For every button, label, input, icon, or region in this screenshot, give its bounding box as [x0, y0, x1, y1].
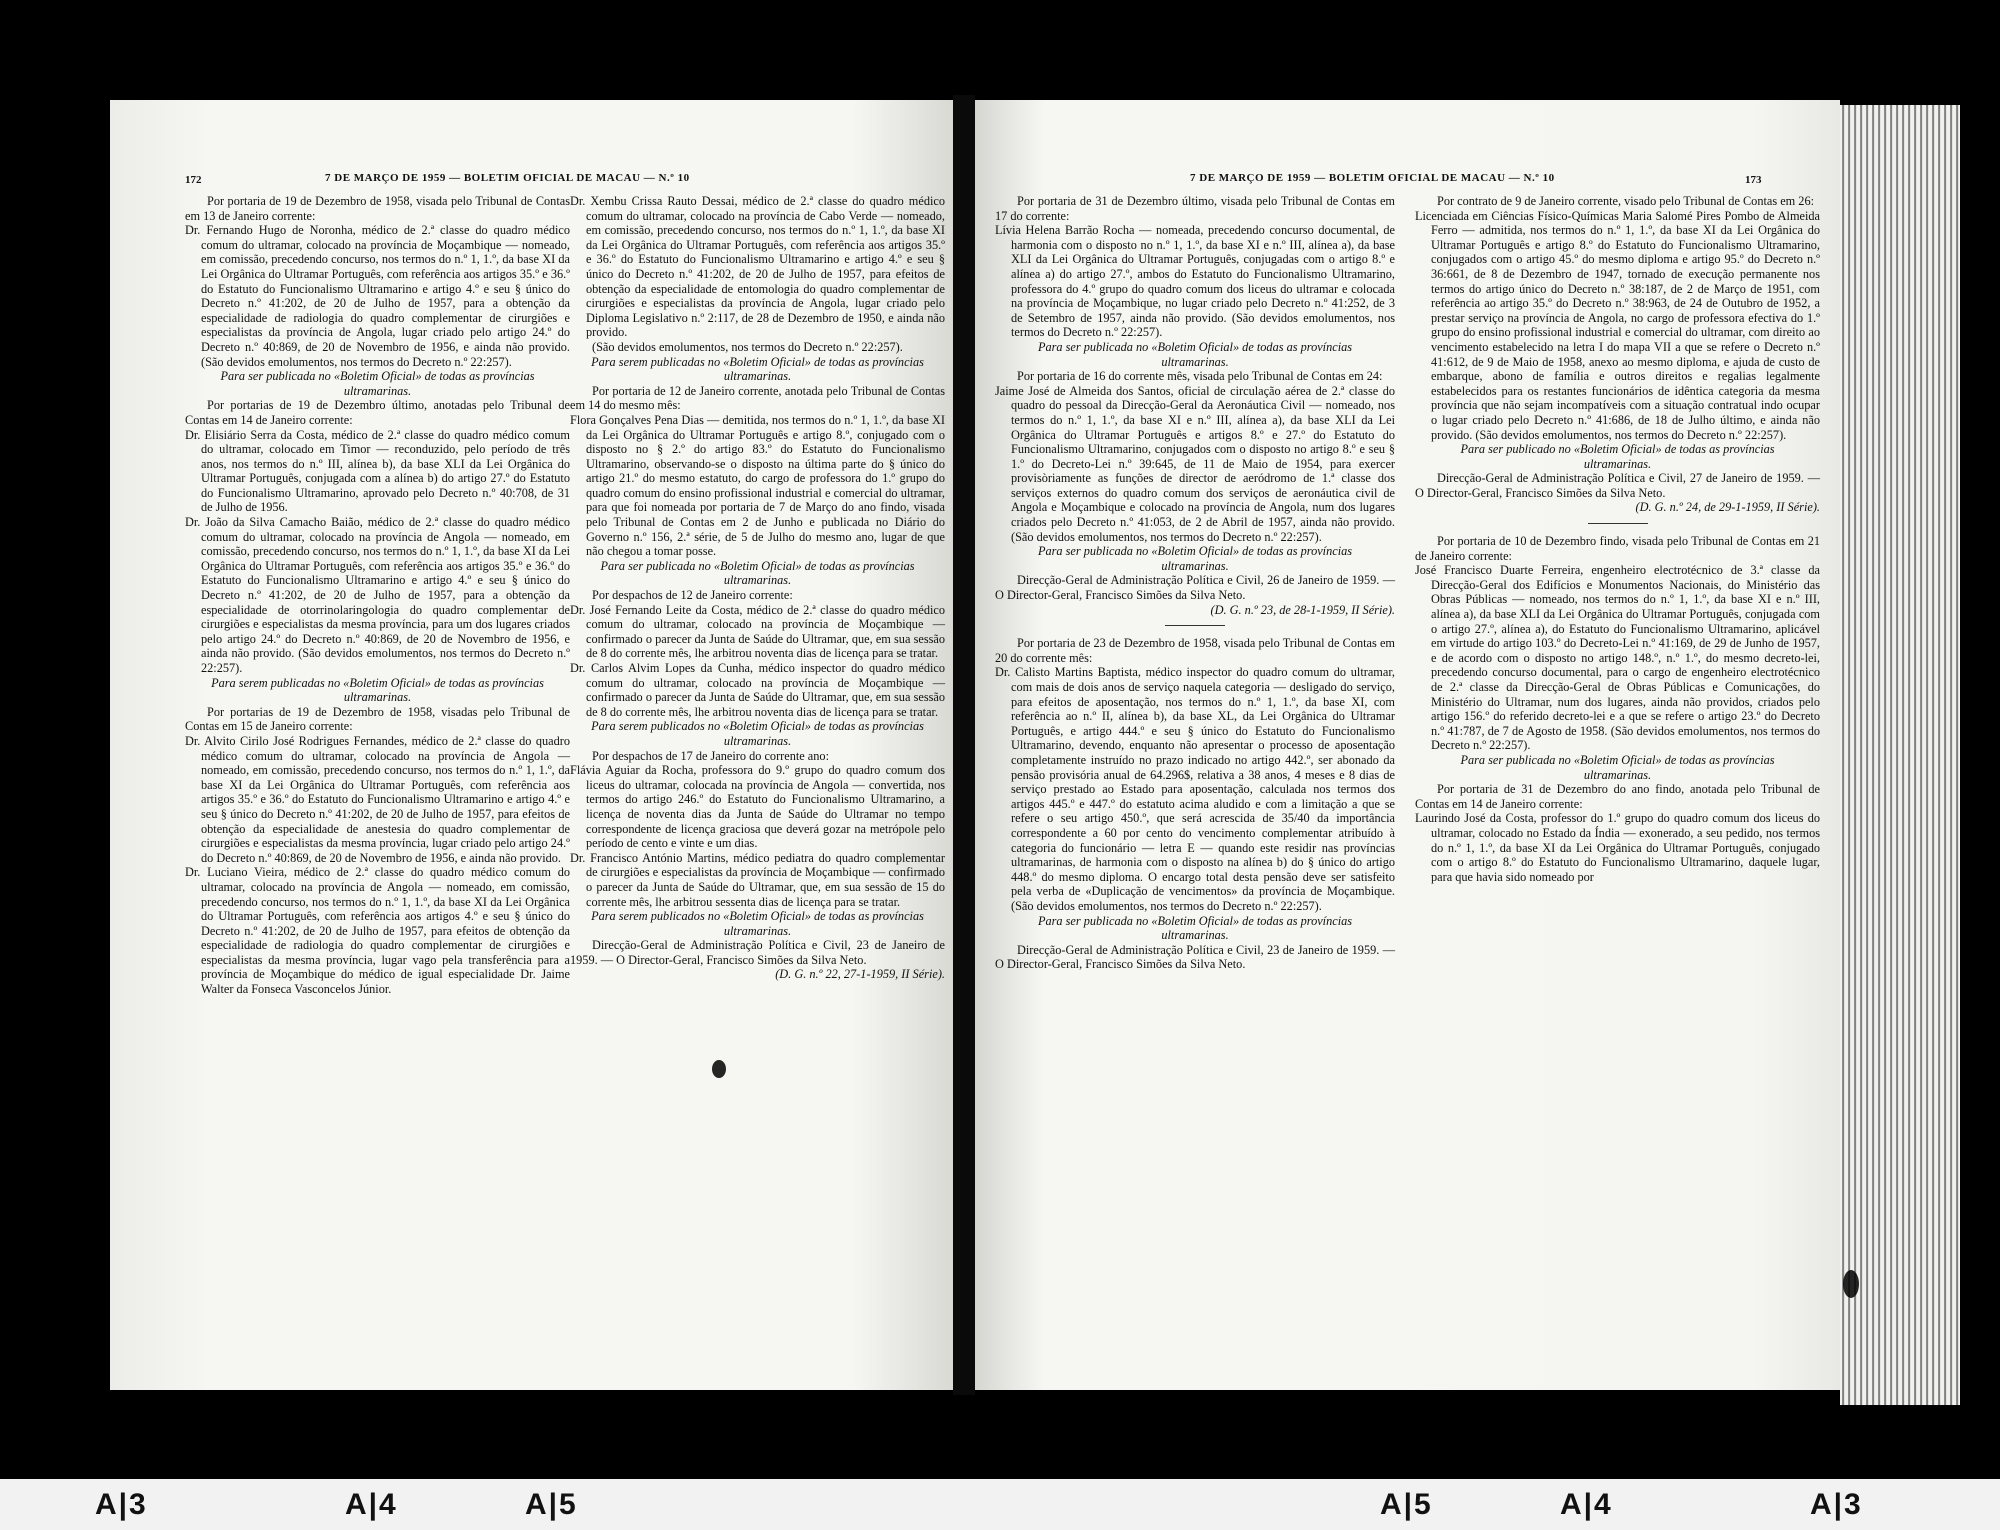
- left-column-2: [570, 194, 945, 982]
- right-column-2: [1415, 194, 1820, 884]
- book-page-edges: [1840, 105, 1960, 1405]
- publication-note: Para serem publicadas no «Boletim Oficial» de todas as províncias ultramarinas.: [591, 354, 924, 384]
- paragraph: (São devidos emolumentos, nos termos do Decreto n.º 22:257).: [592, 339, 903, 354]
- paragraph: Direcção-Geral de Administração Política e Civil, 23 de Janeiro de 1959. — O Director-Geral, Francisco Simões da Silva Neto.: [995, 942, 1395, 972]
- publication-note: Para ser publicada no «Boletim Oficial» de todas as províncias ultramarinas.: [1037, 339, 1353, 369]
- left-page: [110, 100, 959, 1390]
- paragraph: Dr. Fernando Hugo de Noronha, médico de 2.ª classe do quadro médico comum do ultramar, colocado na província de Moçambique — nomeado, em comissão, precedendo concurso, nos termos do n.º 1, 1.º, da base XI da Lei Orgânica do Ultramar Português, com referência aos artigos 35.º e 36.º do Estatuto do Funcionalismo Ultramarino e artigo 4.º e seu § único do Decreto n.º 41:202, de 20 de Julho de 1957, para a obtenção da especialidade de radiologia do quadro complementar de cirurgiões e especialistas da província de Angola, lugar criado pelo artigo 24.º do Decreto n.º 40:869, de 20 de Novembro de 1956, e ainda não provido. (São devidos emolumentos, nos termos do Decreto n.º 22:257).: [185, 223, 570, 369]
- paragraph: Por portaria de 16 do corrente mês, visada pelo Tribunal de Contas em 24:: [1017, 369, 1383, 384]
- publication-note: Para ser publicada no «Boletim Oficial» de todas as províncias ultramarinas.: [220, 369, 535, 398]
- paragraph: Dr. Francisco António Martins, médico pediatra do quadro complementar de cirurgiões e especialistas da província de Moçambique — confirmado o parecer da Junta de Saúde do Ultramar, que, em sua sessão de 15 do corrente mês, lhe arbitrou sessenta dias de licença para se tratar.: [570, 850, 945, 909]
- running-head: 7 DE MARÇO DE 1959 — BOLETIM OFICIAL DE MACAU — N.º 10: [1190, 172, 1555, 184]
- paragraph: Direcção-Geral de Administração Política e Civil, 26 de Janeiro de 1959. — O Director-Geral, Francisco Simões da Silva Neto.: [995, 573, 1395, 603]
- paragraph: Dr. João da Silva Camacho Baião, médico de 2.ª classe do quadro médico comum do ultramar, colocado na província de Angola — nomeado, em comissão, precedendo concurso, nos termos do n.º 1, 1.º, da base XI da Lei Orgânica do Ultramar Português, com referência aos artigos 35.º e 36.º do Estatuto do Funcionalismo Ultramarino e artigo 4.º e seu § único do Decreto n.º 41:202, de 20 de Julho de 1957, para a obtenção da especialidade de otorrinolaringologia do quadro complementar de cirurgiões e especialistas da mesma província, para um dos lugares criados pelo artigo 24.º do Decreto n.º 40:869, de 20 de Novembro de 1956, e ainda não provido. (São devidos emolumentos, nos termos do Decreto n.º 22:257).: [185, 515, 570, 675]
- page-number: 172: [185, 174, 202, 186]
- publication-note: Para ser publicado no «Boletim Oficial» de todas as províncias ultramarinas.: [1460, 442, 1775, 471]
- paragraph: Licenciada em Ciências Físico-Químicas Maria Salomé Pires Pombo de Almeida Ferro — admitida, nos termos do n.º 1, 1.º, da base XI da Lei Orgânica do Ultramar Português e artigo 8.º do Estatuto do Funcionalismo Ultramarino, conjugados com o artigo 45.º do mesmo diploma e artigo 95.º do Decreto n.º 36:661, de 8 de Dezembro de 1947, tornado de execução permanente nos termos do artigo único do Decreto n.º 38:187, de 2 de Março de 1951, com referência ao artigo 35.º do Decreto n.º 38:963, de 24 de Outubro de 1952, a prestar serviço na província de Angola, no cargo de professora efectiva do 1.º grupo do ensino profissional industrial e comercial do ultramar, com direito ao vencimento estabelecido na letra I do mapa VII a que se refere o Decreto n.º 41:612, de 9 de Maio de 1958, anexo ao mesmo diploma, e ajuda de custo de embarque, abono de família e outros direitos e regalias legalmente estabelecidos para os restantes funcionários de idêntica categoria da mesma província que não sejam incompatíveis com a situação contratual indo ocupar o lugar criado pelo Decreto n.º 41:686, de 18 de Julho último, e ainda não provido. (São devidos emolumentos, nos termos do Decreto n.º 22:257).: [1415, 208, 1820, 442]
- paragraph: Por portarias de 19 de Dezembro último, anotadas pelo Tribunal de Contas em 14 de Janeiro corrente:: [185, 398, 570, 427]
- left-column-1: [185, 194, 570, 997]
- paragraph: Lívia Helena Barrão Rocha — nomeada, precedendo concurso documental, de harmonia com o disposto no n.º 1, 1.º, da base XI e n.º III, alínea a), da base XLI da Lei Orgânica do Ultramar Português, conjugadas com o artigo 8.º e alínea a) do artigo 27.º, ambos do Estatuto do Funcionalismo Ultramarino, professora do 4.º grupo do quadro comum dos liceus do ultramar e colocada na província de Moçambique, no lugar criado pelo Decreto n.º 41:252, de 3 de Setembro de 1957, ainda não provido. (São devidos emolumentos, nos termos do Decreto n.º 22:257).: [995, 223, 1395, 340]
- paragraph: Dr. Alvito Cirilo José Rodrigues Fernandes, médico de 2.ª classe do quadro médico comum do ultramar, colocado na província de Angola — nomeado, em comissão, precedendo concurso, nos termos do n.º 1, 1.º, da base XI da Lei Orgânica do Ultramar Português, com referência aos artigos 35.º e 36.º do Estatuto do Funcionalismo Ultramarino e artigo 4.º e seu § único do Decreto n.º 41:202, de 20 de Julho de 1957, para efeitos de obtenção da especialidade de anestesia do quadro complementar de cirurgiões e especialistas da mesma província, lugar criado pelo artigo 24.º do Decreto n.º 40:869, de 20 de Novembro de 1956, e ainda não provido.: [185, 733, 570, 865]
- paragraph: Por portaria de 31 de Dezembro último, visada pelo Tribunal de Contas em 17 do corrente:: [995, 194, 1395, 223]
- paragraph: Dr. José Fernando Leite da Costa, médico de 2.ª classe do quadro médico comum do ultramar, colocado na província de Moçambique — confirmado o parecer da Junta de Saúde do Ultramar, que, em sua sessão de 8 do corrente mês, lhe arbitrou noventa dias de licença para se tratar.: [570, 602, 945, 661]
- ink-blot: [712, 1060, 726, 1078]
- film-frame-mark: A|3: [1810, 1488, 1863, 1521]
- paragraph: Por portaria de 12 de Janeiro corrente, anotada pelo Tribunal de Contas em 14 do mesmo mês:: [570, 383, 945, 413]
- page-number: 173: [1745, 174, 1762, 186]
- paragraph: Dr. Carlos Alvim Lopes da Cunha, médico inspector do quadro médico comum do ultramar, colocado na província de Moçambique — confirmado o parecer da Junta de Saúde do Ultramar, que, em sua sessão de 8 do corrente mês, lhe arbitrou noventa dias de licença para se tratar.: [570, 661, 945, 719]
- publication-note: Para serem publicados no «Boletim Oficial» de todas as províncias ultramarinas.: [591, 909, 924, 938]
- publication-note: Para serem publicados no «Boletim Oficial» de todas as províncias ultramarinas.: [591, 719, 924, 748]
- gazette-reference: (D. G. n.º 24, de 29-1-1959, II Série).: [1635, 500, 1820, 515]
- paragraph: Jaime José de Almeida dos Santos, oficial de circulação aérea de 2.ª classe do quadro do pessoal da Direcção-Geral da Aeronáutica Civil — nomeado, nos termos do n.º 1, 1.º, da base XI e n.º III, alínea a), da base XLI da Lei Orgânica do Ultramar Português e artigos 8.º e 27.º do Estatuto do Funcionalismo Ultramarino, conjugados com o disposto no artigo 8.º e seu § 1.º do Decreto-Lei n.º 39:645, de 11 de Maio de 1954, para exercer provisòriamente as funções de director de aeródromo de 1.ª classe dos serviços externos do quadro comum dos serviços de aeronáutica civil de Angola e Moçambique e colocado na província de Angola, num dos lugares criados pelo Decreto n.º 41:053, de 2 de Abril de 1957, ainda não provido. (São devidos emolumentos, nos termos do Decreto n.º 22:257).: [995, 383, 1395, 544]
- paragraph: Flávia Aguiar da Rocha, professora do 9.º grupo do quadro comum dos liceus do ultramar, colocada na província de Angola — convertida, nos termos do artigo 246.º do Estatuto do Funcionalismo Ultramarino, a licença de noventa dias da Junta de Saúde do Ultramar no tempo correspondente de licença graciosa que deverá gozar na metrópole pelo período de cento e vinte e um dias.: [570, 763, 945, 851]
- film-frame-mark: A|5: [525, 1488, 578, 1521]
- film-border-bottom: [0, 1476, 2000, 1530]
- paragraph: Por portarias de 19 de Dezembro de 1958, visadas pelo Tribunal de Contas em 15 de Janeiro corrente:: [185, 704, 570, 734]
- paragraph: Por despachos de 12 de Janeiro corrente:: [592, 588, 793, 603]
- paragraph: Por despachos de 17 de Janeiro do corrente ano:: [592, 748, 829, 763]
- film-frame-mark: A|4: [1560, 1488, 1613, 1521]
- gazette-reference: (D. G. n.º 22, 27-1-1959, II Série).: [775, 967, 945, 982]
- right-column-1: [995, 194, 1395, 972]
- publication-note: Para ser publicada no «Boletim Oficial» de todas as províncias ultramarinas.: [1460, 752, 1775, 782]
- running-head: 7 DE MARÇO DE 1959 — BOLETIM OFICIAL DE MACAU — N.º 10: [325, 172, 690, 184]
- paragraph: Dr. Xembu Crissa Rauto Dessai, médico de 2.ª classe do quadro médico comum do ultramar, colocado na província de Cabo Verde — nomeado, em comissão, precedendo concurso, nos termos do n.º 1, 1.º, da base XI da Lei Orgânica do Ultramar Português, com referência aos artigos 35.º e 36.º do Estatuto do Funcionalismo Ultramarino e artigo 4.º e seu § único do Decreto n.º 41:202, de 20 de Julho de 1957, para efeitos de obtenção da especialidade de entomologia do quadro complementar de cirurgiões e especialistas da província de Angola, lugar criado pelo Diploma Legislativo n.º 2:117, de 28 de Dezembro de 1950, e ainda não provido.: [570, 194, 945, 340]
- book-gutter: [953, 95, 975, 1395]
- paragraph: Por portaria de 10 de Dezembro findo, visada pelo Tribunal de Contas em 21 de Janeiro corrente:: [1415, 534, 1820, 563]
- publication-note: Para ser publicada no «Boletim Oficial» de todas as províncias ultramarinas.: [1037, 544, 1353, 573]
- paragraph: Por portaria de 19 de Dezembro de 1958, visada pelo Tribunal de Contas em 13 de Janeiro corrente:: [185, 194, 570, 223]
- paragraph: Direcção-Geral de Administração Política e Civil, 23 de Janeiro de 1959. — O Director-Geral, Francisco Simões da Silva Neto.: [570, 938, 945, 967]
- section-separator: [1165, 625, 1225, 626]
- film-frame-mark: A|4: [345, 1488, 398, 1521]
- film-frame-mark: A|5: [1380, 1488, 1433, 1521]
- paragraph: Por contrato de 9 de Janeiro corrente, visado pelo Tribunal de Contas em 26:: [1437, 194, 1815, 208]
- publication-note: Para ser publicada no «Boletim Oficial» de todas as províncias ultramarinas.: [600, 558, 915, 588]
- publication-note: Para ser publicada no «Boletim Oficial» de todas as províncias ultramarinas.: [1037, 913, 1353, 943]
- paragraph: Dr. Calisto Martins Baptista, médico inspector do quadro comum do ultramar, com mais de dois anos de serviço naquela categoria — desligado do serviço, para efeitos de aposentação, nos termos do n.º 1, 1.º, da base XI, com referência ao n.º II, alínea b), da base XL, da Lei Orgânica do Ultramar Português, e artigo 444.º e seu § único do Estatuto do Funcionalismo Ultramarino, devendo, enquanto não apresentar o processo de aposentação completamente instruído no prazo indicado no artigo 442.º, ser abonado da pensão provisória anual de 64.296$, relativa a 38 anos, 4 meses e 8 dias de serviço prestado ao Estado para aposentação, calculada nos termos dos artigos 445.º e 447.º do estatuto acima aludido e com a limitação a que se refere o seu artigo 450.º, que será acrescida de 35/40 da importância correspondente a 60 por cento do vencimento complementar atribuído à categoria do funcionário — letra E — quando este residir nas províncias ultramarinas, de harmonia com o disposto na alínea b) do § único do artigo 448.º do mesmo diploma. O encargo total desta pensão deve ser satisfeito pela verba de «Duplicação de vencimentos» da província de Moçambique. (São devidos emolumentos, nos termos do Decreto n.º 22:257).: [995, 665, 1395, 913]
- paragraph: Direcção-Geral de Administração Política e Civil, 27 de Janeiro de 1959. — O Director-Geral, Francisco Simões da Silva Neto.: [1415, 471, 1820, 500]
- paragraph: Por portaria de 31 de Dezembro do ano findo, anotada pelo Tribunal de Contas em 14 de Janeiro corrente:: [1415, 782, 1820, 811]
- paragraph: Flora Gonçalves Pena Dias — demitida, nos termos do n.º 1, 1.º, da base XI da Lei Orgânica do Ultramar Português e artigo 8.º, conjugado com o disposto no § 2.º do artigo 83.º do Estatuto do Funcionalismo Ultramarino, observando-se o disposto na última parte do § único do artigo 21.º do mesmo estatuto, do cargo de professora do 1.º grupo do quadro comum do ensino profissional industrial e comercial do ultramar, para que foi nomeada por portaria de 7 de Março do ano findo, visada pelo Tribunal de Contas em 2 de Junho e publicada no Diário do Governo n.º 156, 2.ª série, de 5 de Julho do mesmo ano, lugar de que não chegou a tomar posse.: [570, 412, 945, 559]
- paragraph: Por portaria de 23 de Dezembro de 1958, visada pelo Tribunal de Contas em 20 do corrente mês:: [995, 636, 1395, 665]
- right-page: [975, 100, 1840, 1390]
- gazette-reference: (D. G. n.º 23, de 28-1-1959, II Série).: [1210, 602, 1395, 617]
- paragraph: Laurindo José da Costa, professor do 1.º grupo do quadro comum dos liceus do ultramar, colocado no Estado da Índia — exonerado, a seu pedido, nos termos do n.º 1, 1.º, da base XI da Lei Orgânica do Ultramar Português, conjugado com o artigo 8.º do Estatuto do Funcionalismo Ultramarino, daquele lugar, para que havia sido nomeado por: [1415, 811, 1820, 884]
- ink-blot: [1843, 1270, 1859, 1298]
- paragraph: José Francisco Duarte Ferreira, engenheiro electrotécnico de 3.ª classe da Direcção-Geral dos Edifícios e Monumentos Nacionais, do Ministério das Obras Públicas — nomeado, nos termos do n.º 1, 1.º, da base XI e n.º III, alínea a), da base XLI da Lei Orgânica do Ultramar Português, conjugada com o artigo 27.º, alínea a), do Estatuto do Funcionalismo Ultramarino, aplicável em virtude do artigo 103.º do Decreto-Lei n.º 41:169, de 29 de Junho de 1957, e de acordo com o disposto no artigo 148.º, n.º 1.º, do mesmo decreto-lei, precedendo concurso documental, para o cargo de engenheiro electrotécnico de 2.ª classe da Direcção-Geral de Obras Públicas e Comunicações, do Ministério do Ultramar, num dos lugares, ainda não providos, criados pelo artigo 156.º do referido decreto-lei e a que se refere o artigo 23.º do Decreto n.º 41:787, de 7 de Agosto de 1958. (São devidos emolumentos, nos termos do Decreto n.º 22:257).: [1415, 563, 1820, 753]
- paragraph: Dr. Elisiário Serra da Costa, médico de 2.ª classe do quadro médico comum do ultramar, colocado em Timor — reconduzido, pelo período de três anos, nos termos do n.º III, alínea b), da base XLI da Lei Orgânica do Ultramar Português, conjugada com a alínea b) do artigo 27.º do Estatuto do Funcionalismo Ultramarino, aprovado pelo Decreto n.º 40:708, de 31 de Julho de 1956.: [185, 427, 570, 515]
- publication-note: Para serem publicadas no «Boletim Oficial» de todas as províncias ultramarinas.: [211, 675, 544, 705]
- section-separator: [1588, 523, 1648, 524]
- film-frame-mark: A|3: [95, 1488, 148, 1521]
- film-border-top: [0, 0, 2000, 100]
- paragraph: Dr. Luciano Vieira, médico de 2.ª classe do quadro médico comum do ultramar, colocado na província de Angola — nomeado, em comissão, precedendo concurso, nos termos do n.º 1, 1.º, da base XI da Lei Orgânica do Ultramar Português, com referência aos artigos 4.º e seu § único do Decreto n.º 41:202, de 20 de Julho de 1957, para efeitos de obtenção da especialidade de radiologia do quadro complementar de cirurgiões e especialistas da mesma província, lugar vago pela transferência para a província de Moçambique do médico de igual especialidade Dr. Jaime Walter da Fonseca Vasconcelos Júnior.: [185, 865, 570, 997]
